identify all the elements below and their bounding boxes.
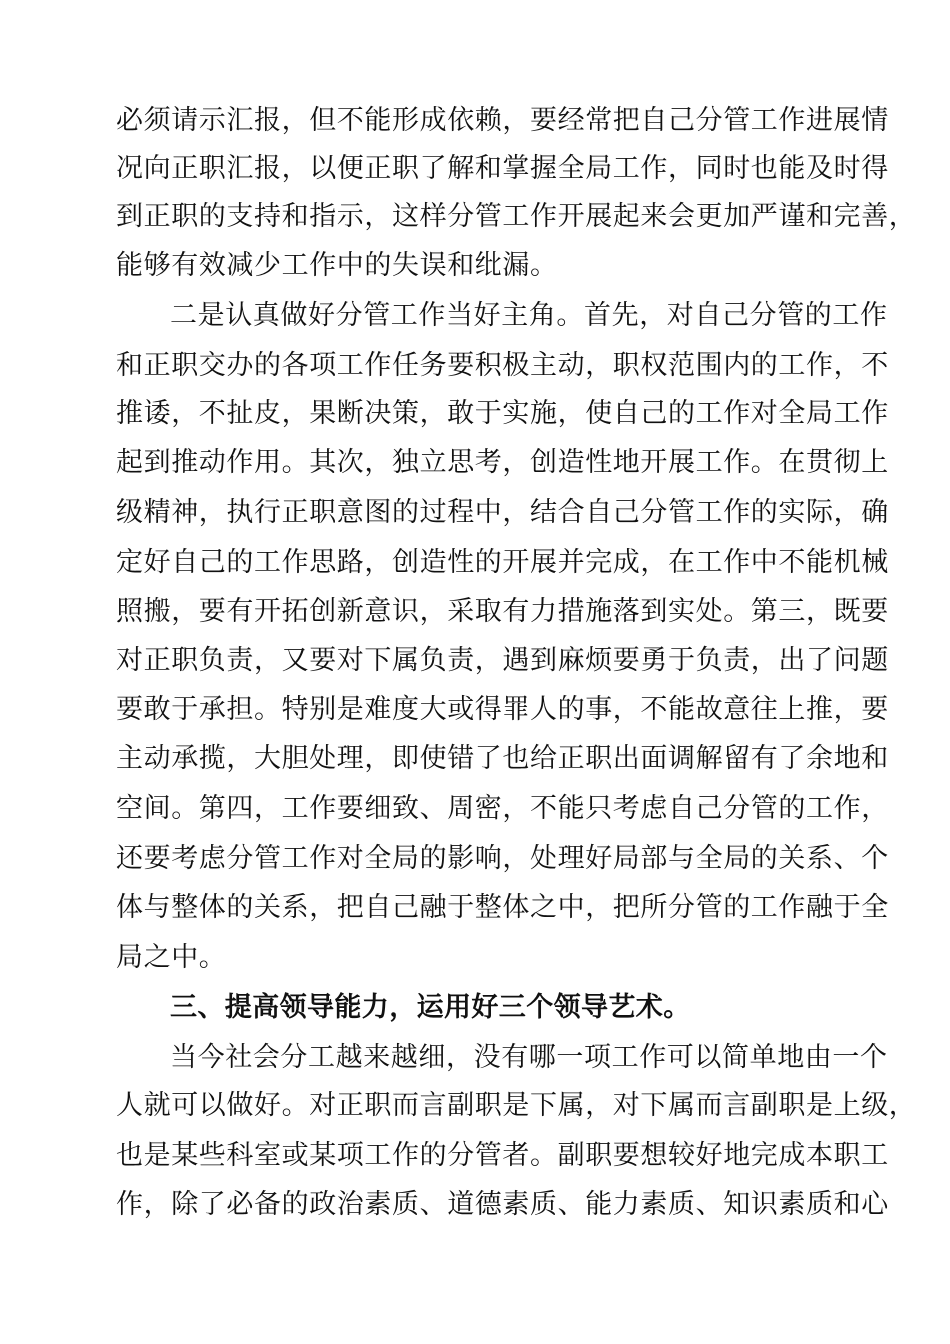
paragraph-line: 况向正职汇报，以便正职了解和掌握全局工作，同时也能及时得 bbox=[116, 153, 889, 184]
paragraph-line: 级精神，执行正职意图的过程中，结合自己分管工作的实际，确 bbox=[116, 497, 889, 528]
paragraph-line: 主动承揽，大胆处理，即使错了也给正职出面调解留有了余地和 bbox=[116, 743, 889, 774]
paragraph-line: 能够有效减少工作中的失误和纰漏。 bbox=[116, 250, 558, 281]
paragraph-line: 必须请示汇报，但不能形成依赖，要经常把自己分管工作进展情 bbox=[116, 105, 889, 136]
paragraph-line: 作，除了必备的政治素质、道德素质、能力素质、知识素质和心 bbox=[116, 1189, 889, 1220]
paragraph-line: 定好自己的工作思路，创造性的开展并完成，在工作中不能机械 bbox=[116, 547, 889, 578]
paragraph-line: 起到推动作用。其次，独立思考，创造性地开展工作。在贯彻上 bbox=[116, 447, 889, 478]
paragraph-line: 当今社会分工越来越细，没有哪一项工作可以简单地由一个 bbox=[170, 1042, 888, 1073]
paragraph-line: 还要考虑分管工作对全局的影响，处理好局部与全局的关系、个 bbox=[116, 843, 889, 874]
paragraph-line: 推诿，不扯皮，果断决策，敢于实施，使自己的工作对全局工作 bbox=[116, 398, 889, 429]
paragraph-line: 和正职交办的各项工作任务要积极主动，职权范围内的工作，不 bbox=[116, 350, 889, 381]
paragraph-line: 要敢于承担。特别是难度大或得罪人的事，不能故意往上推，要 bbox=[116, 694, 889, 725]
section-heading: 三、提高领导能力，运用好三个领导艺术。 bbox=[170, 992, 691, 1023]
paragraph-line: 对正职负责，又要对下属负责，遇到麻烦要勇于负责，出了问题 bbox=[116, 645, 889, 676]
paragraph-line: 二是认真做好分管工作当好主角。首先，对自己分管的工作 bbox=[170, 300, 888, 331]
paragraph-line: 空间。第四，工作要细致、周密，不能只考虑自己分管的工作， bbox=[116, 793, 889, 824]
paragraph-line: 也是某些科室或某项工作的分管者。副职要想较好地完成本职工 bbox=[116, 1140, 889, 1171]
paragraph-line: 到正职的支持和指示，这样分管工作开展起来会更加严谨和完善， bbox=[116, 201, 917, 232]
paragraph-line: 照搬，要有开拓创新意识，采取有力措施落到实处。第三，既要 bbox=[116, 596, 889, 627]
paragraph-line: 体与整体的关系，把自己融于整体之中，把所分管的工作融于全 bbox=[116, 892, 889, 923]
paragraph-line: 局之中。 bbox=[116, 942, 227, 973]
paragraph-line: 人就可以做好。对正职而言副职是下属，对下属而言副职是上级， bbox=[116, 1090, 917, 1121]
